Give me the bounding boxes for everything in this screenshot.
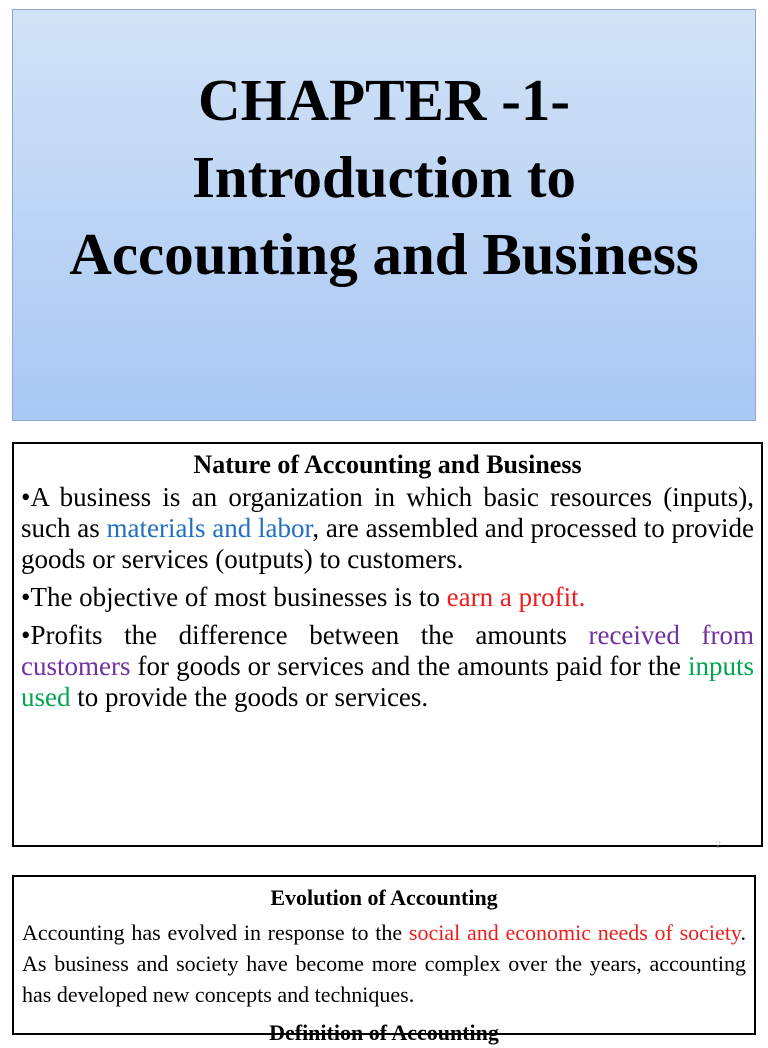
highlight-social-economic-needs: social and economic needs of society	[408, 920, 741, 945]
nature-slide	[12, 442, 763, 851]
evolution-slide	[12, 875, 756, 1045]
text-run: Accounting has evolved in response to the	[22, 920, 409, 945]
highlight-received-from-customers: received from customers	[21, 620, 754, 681]
highlight-materials-labor: materials and labor	[106, 513, 313, 543]
chapter-title	[13, 62, 755, 293]
slide-page-number: 2	[716, 840, 721, 851]
title-line-1: CHAPTER -1-	[197, 67, 570, 133]
business-definition-paragraph	[21, 482, 754, 575]
text-run: •Profits the difference between the amounts	[21, 620, 589, 650]
evolution-heading: Evolution of Accounting	[270, 885, 498, 910]
objective-paragraph	[21, 582, 754, 613]
text-run: , are assembled and processed to provide goods or services (outputs) to customers.	[21, 513, 754, 574]
text-run: . As business and society have become more complex over the years, accounting has developed new concepts and techniques.	[22, 920, 746, 1007]
highlight-earn-profit: earn a profit.	[446, 582, 586, 612]
text-run: to provide the goods or services.	[70, 682, 429, 712]
text-run: •A business is an organization in which basic resources (inputs), such as	[21, 482, 754, 543]
profit-paragraph	[21, 620, 754, 713]
nature-heading: Nature of Accounting and Business	[193, 450, 582, 479]
highlight-inputs-used: inputs used	[21, 651, 754, 712]
title-slide	[12, 9, 756, 421]
definition-heading: Definition of Accounting	[269, 1020, 499, 1045]
text-run: for goods or services and the amounts paid for the	[130, 651, 688, 681]
title-line-2: Introduction to	[191, 144, 577, 210]
title-line-3: Accounting and Business	[69, 221, 699, 287]
evolution-paragraph	[22, 917, 746, 1010]
text-run: •The objective of most businesses is to	[21, 582, 447, 612]
